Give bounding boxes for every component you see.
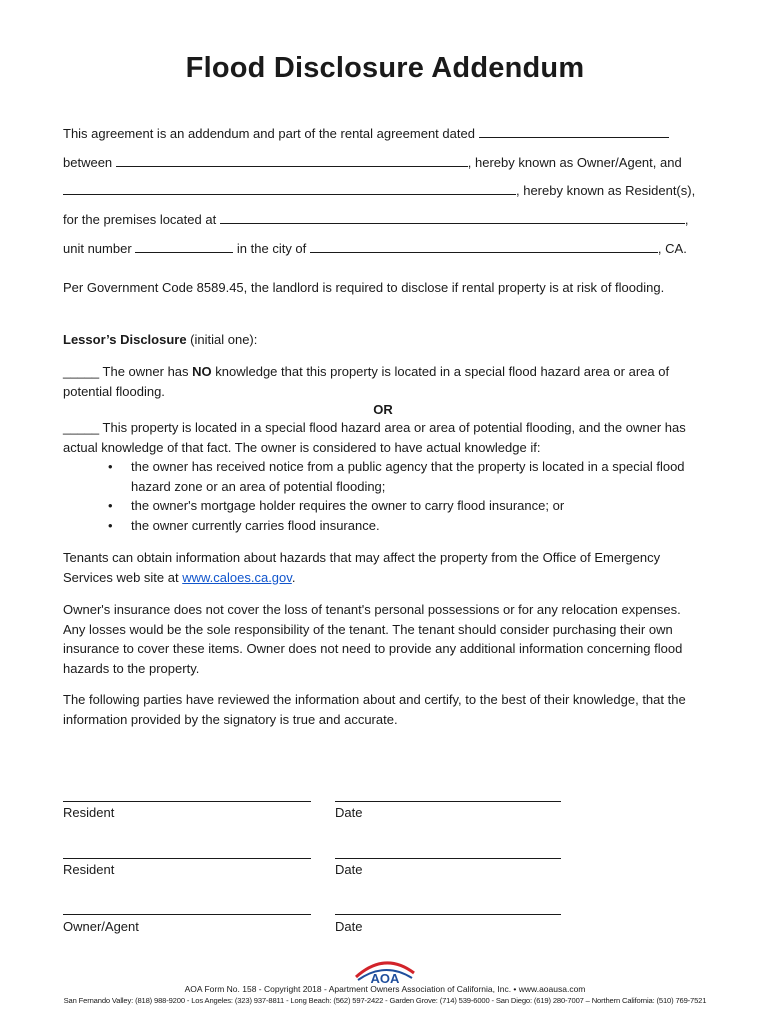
unit-number-field[interactable] <box>135 239 233 253</box>
government-code-paragraph: Per Government Code 8589.45, the landlord is required to disclose if rental property is at risk of flooding. <box>63 280 665 295</box>
option1-no: NO <box>192 364 212 379</box>
owner-agent-signature-line[interactable] <box>63 914 311 915</box>
owner-agent-date-label: Date <box>335 919 363 934</box>
initial-blank-2[interactable]: _____ <box>63 420 100 435</box>
lessor-heading-text: Lessor’s Disclosure <box>63 332 187 347</box>
intro-line-5 <box>63 239 687 258</box>
intro-line-4 <box>63 210 688 229</box>
insurance-paragraph: Owner's insurance does not cover the loss of tenant's personal possessions or for any relocation expenses. Any losses would be the sole responsibility of the tenant. The tenant should consider purchasing their own insurance to cover these items. Owner does not need to provide any additional information concerning flood hazards to the property. <box>63 602 683 676</box>
list-item: • the owner currently carries flood insurance. <box>131 516 703 536</box>
owner-agent-date-line[interactable] <box>335 914 561 915</box>
option2-text: This property is located in a special flood hazard area or area of potential flooding, and the owner has actual knowledge of that fact. The owner is considered to have actual knowledge if: <box>63 420 686 455</box>
intro-line-3 <box>63 181 695 200</box>
resident-1-label: Resident <box>63 805 115 820</box>
resident-2-date-line[interactable] <box>335 858 561 859</box>
knowledge-criteria-list <box>63 457 703 535</box>
resident-2-label: Resident <box>63 862 115 877</box>
resident-1-date-label: Date <box>335 805 363 820</box>
disclosure-option-flood-zone <box>63 418 703 535</box>
tenants-info-paragraph <box>63 548 703 587</box>
aoa-logo-icon <box>352 957 418 987</box>
resident-label: , hereby known as Resident(s), <box>516 183 696 198</box>
owner-agent-label: , hereby known as Owner/Agent, and <box>467 155 682 170</box>
logo-text: AOA <box>370 971 400 986</box>
resident-2-signature-line[interactable] <box>63 858 311 859</box>
tenants-info-text: Tenants can obtain information about hazards that may affect the property from the Office of Emergency Services web site at <box>63 550 661 585</box>
footer-copyright: AOA Form No. 158 - Copyright 2018 - Apartment Owners Association of California, Inc. • www.aoausa.com <box>184 984 586 994</box>
resident-1-signature-line[interactable] <box>63 801 311 802</box>
agreement-date-field[interactable] <box>479 124 669 138</box>
agreement-date-label: This agreement is an addendum and part of the rental agreement dated <box>63 126 475 141</box>
initial-blank-1[interactable]: _____ <box>63 364 100 379</box>
disclosure-option-no-knowledge <box>63 362 703 401</box>
owner-agent-label: Owner/Agent <box>63 919 139 934</box>
page-title: Flood Disclosure Addendum <box>185 52 585 84</box>
tenants-info-period: . <box>291 569 296 585</box>
caloes-link[interactable]: www.caloes.ca.gov <box>182 569 292 585</box>
between-label: between <box>63 155 113 170</box>
premises-comma: , <box>684 212 689 227</box>
lessor-heading-note: (initial one): <box>186 332 258 347</box>
footer-office-phones: San Fernando Valley: (818) 988-9200 - Los Angeles: (323) 937-8811 - Long Beach: (562) 597-2422 - Garden Grove: (714) 539-6000 - San Diego: (619) 280-7007 – Northern California: (510) 769-7521 <box>63 996 707 1005</box>
list-item: • the owner has received notice from a public agency that the property is located in a special flood hazard zone or an area of potential flooding; <box>131 457 703 496</box>
option1-text-pre: The owner has <box>99 364 193 379</box>
resident-names-field[interactable] <box>63 181 516 195</box>
premises-address-field[interactable] <box>220 210 685 224</box>
or-text: OR <box>373 402 393 417</box>
option1-text-post: knowledge that this property is located in a special flood hazard area or area of potential flooding. <box>63 364 670 399</box>
state-label: , CA. <box>657 241 687 256</box>
city-label: in the city of <box>236 241 307 256</box>
resident-1-date-line[interactable] <box>335 801 561 802</box>
owner-agent-field[interactable] <box>116 153 468 167</box>
unit-number-label: unit number <box>63 241 132 256</box>
intro-line-2 <box>63 153 682 172</box>
intro-line-1 <box>63 124 669 143</box>
or-separator <box>63 400 703 420</box>
premises-label: for the premises located at <box>63 212 217 227</box>
resident-2-date-label: Date <box>335 862 363 877</box>
list-item: • the owner's mortgage holder requires the owner to carry flood insurance; or <box>131 496 703 516</box>
lessor-disclosure-heading <box>63 330 703 350</box>
certification-paragraph: The following parties have reviewed the information about and certify, to the best of their knowledge, that the information provided by the signatory is true and accurate. <box>63 692 686 727</box>
city-field[interactable] <box>310 239 658 253</box>
